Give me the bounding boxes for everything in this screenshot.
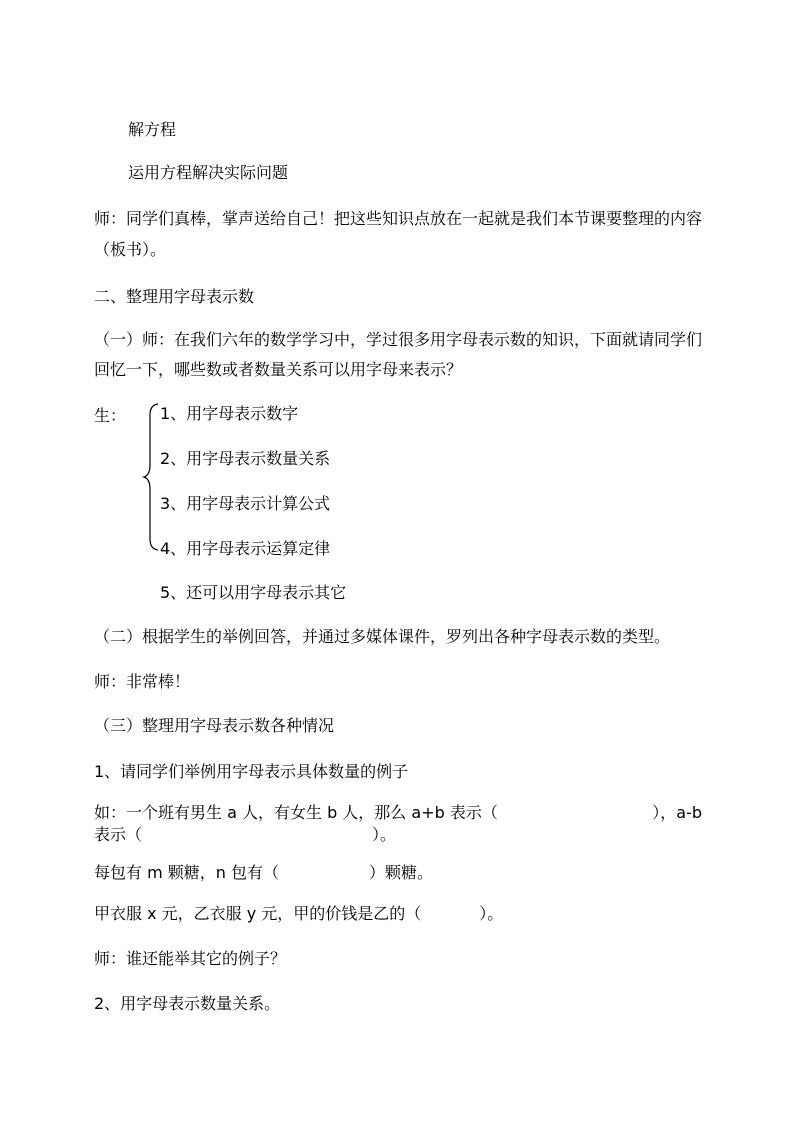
blank-open: 表示（ <box>94 825 143 844</box>
list-item: 3、用字母表示计算公式 <box>160 494 331 513</box>
teacher-question-line1: （一）师：在我们六年的数学学习中，学过很多用字母表示数的知识，下面就请同学们 <box>94 330 703 349</box>
blank-close: ）。 <box>372 825 397 844</box>
teacher-praise-line: 师：同学们真棒，掌声送给自己！把这些知识点放在一起就是我们本节课要整理的内容 <box>94 209 703 228</box>
example-clothes-text: 甲衣服 x 元，乙衣服 y 元，甲的价钱是乙的（ <box>94 904 422 923</box>
section-two-text: （二）根据学生的举例回答，并通过多媒体课件，罗列出各种字母表示数的类型。 <box>94 627 671 646</box>
teacher-ask-more: 师：谁还能举其它的例子？ <box>94 949 287 968</box>
example-class-tail: ），a-b <box>652 803 702 822</box>
example-candy-line <box>94 864 433 882</box>
example-clothes-line <box>94 905 503 923</box>
task-one: 1、请同学们举例用字母表示具体数量的例子 <box>94 762 409 781</box>
heading-solve-equation: 解方程 <box>128 120 177 139</box>
student-label: 生： <box>94 406 127 425</box>
teacher-question-line2: 回忆一下，哪些数或者数量关系可以用字母来表示？ <box>94 360 463 379</box>
left-brace-icon <box>142 403 160 551</box>
section-title-two: 二、整理用字母表示数 <box>94 287 255 306</box>
board-note: （板书）。 <box>94 240 167 259</box>
example-clothes-tail: ）。 <box>479 904 504 923</box>
list-item: 4、用字母表示运算定律 <box>160 539 331 558</box>
example-class-line2 <box>94 826 396 844</box>
heading-apply-equation: 运用方程解决实际问题 <box>128 163 289 182</box>
list-item: 5、还可以用字母表示其它 <box>160 583 347 602</box>
example-candy-tail: ）颗糖。 <box>369 863 434 882</box>
example-class-line <box>94 804 702 822</box>
section-three-title: （三）整理用字母表示数各种情况 <box>94 716 335 735</box>
task-two: 2、用字母表示数量关系。 <box>94 994 281 1013</box>
example-candy-text: 每包有 m 颗糖，n 包有（ <box>94 863 279 882</box>
list-item: 1、用字母表示数字 <box>160 404 299 423</box>
list-item: 2、用字母表示数量关系 <box>160 449 331 468</box>
example-class-text: 如：一个班有男生 a 人，有女生 b 人，那么 a+b 表示（ <box>94 803 498 822</box>
teacher-praise: 师：非常棒！ <box>94 672 191 691</box>
